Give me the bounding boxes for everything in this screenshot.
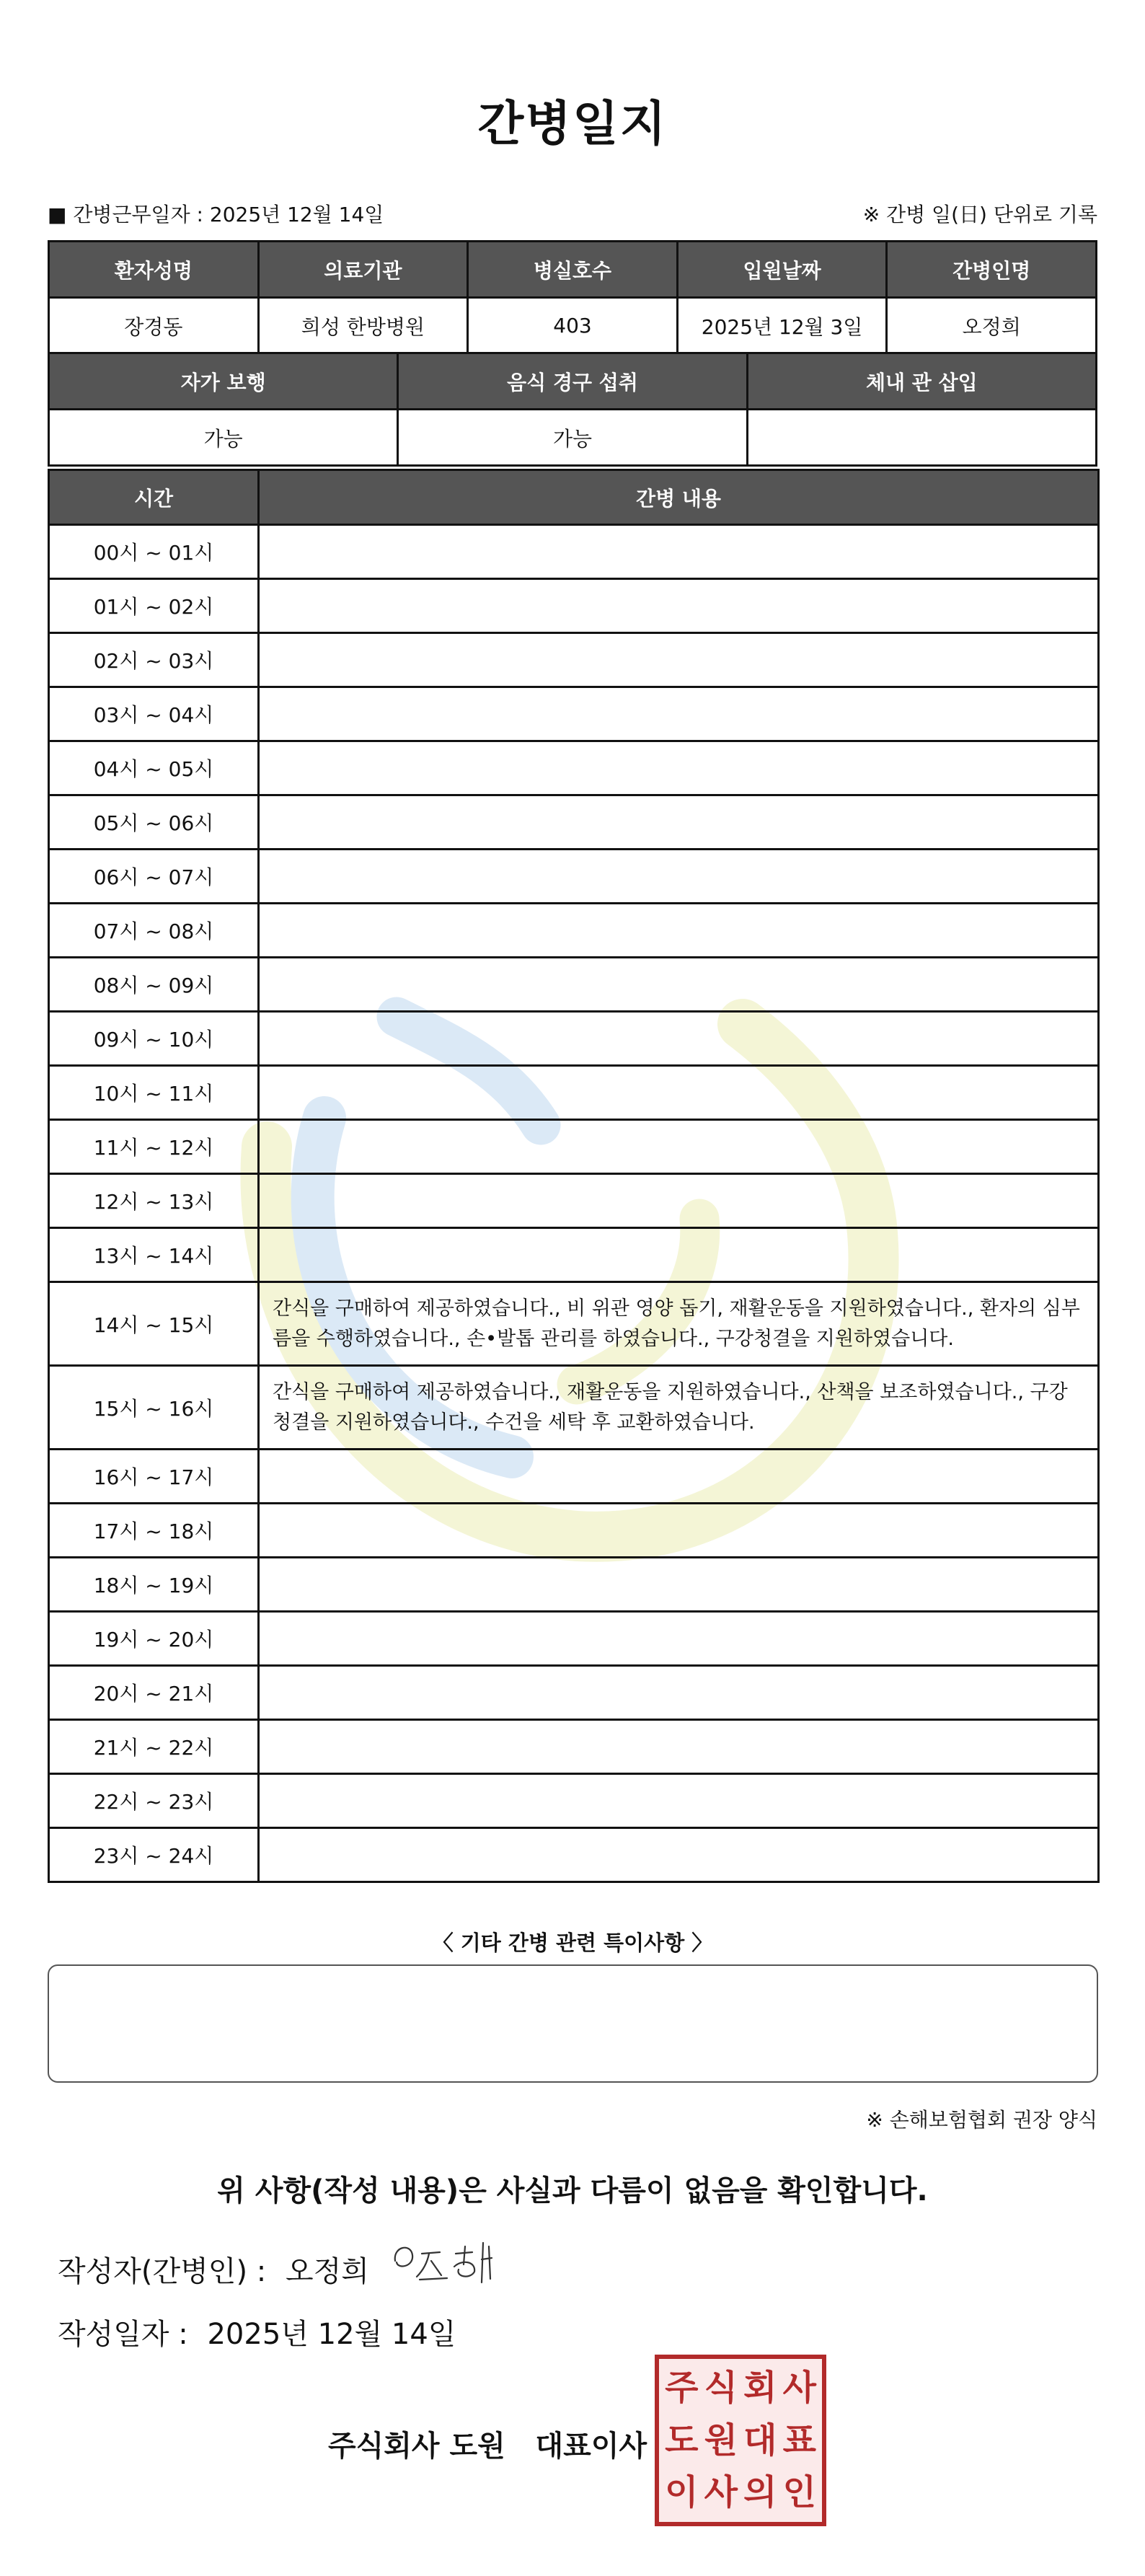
schedule-time: 00시 ~ 01시 bbox=[49, 525, 259, 579]
stamp-char: 회 bbox=[743, 2368, 777, 2408]
self-walking-value: 가능 bbox=[49, 410, 398, 466]
schedule-content bbox=[259, 687, 1099, 741]
stamp-char: 대 bbox=[743, 2420, 777, 2461]
schedule-row bbox=[49, 1720, 1099, 1774]
caregiver-name: 오정희 bbox=[887, 298, 1097, 354]
writer-line bbox=[58, 2249, 369, 2290]
writer-name: 오정희 bbox=[285, 2255, 369, 2288]
schedule-row bbox=[49, 1828, 1099, 1882]
schedule-row bbox=[49, 687, 1099, 741]
schedule-time: 13시 ~ 14시 bbox=[49, 1228, 259, 1282]
stamp-char: 표 bbox=[782, 2420, 816, 2461]
page-title: 간병일지 bbox=[477, 96, 668, 151]
schedule-content bbox=[259, 1228, 1099, 1282]
schedule-row bbox=[49, 1612, 1099, 1666]
schedule-row bbox=[49, 1450, 1099, 1504]
schedule-content bbox=[259, 741, 1099, 795]
schedule-content bbox=[259, 904, 1099, 958]
schedule-row bbox=[49, 904, 1099, 958]
schedule-time: 08시 ~ 09시 bbox=[49, 958, 259, 1012]
schedule-content bbox=[259, 1066, 1099, 1120]
header-oral-intake: 음식 경구 섭취 bbox=[398, 353, 747, 410]
schedule-header-row bbox=[49, 470, 1099, 525]
stamp-char: 의 bbox=[743, 2472, 777, 2513]
oral-intake-value: 가능 bbox=[398, 410, 747, 466]
schedule-row bbox=[49, 1774, 1099, 1828]
schedule-row bbox=[49, 958, 1099, 1012]
schedule-row bbox=[49, 795, 1099, 850]
ability-header-row bbox=[49, 353, 1097, 410]
patient-value-row bbox=[49, 298, 1097, 354]
schedule-time: 22시 ~ 23시 bbox=[49, 1774, 259, 1828]
schedule-content bbox=[259, 1174, 1099, 1228]
schedule-row bbox=[49, 1012, 1099, 1066]
stamp-char: 인 bbox=[782, 2472, 816, 2513]
schedule-time: 03시 ~ 04시 bbox=[49, 687, 259, 741]
writer-label: 작성자(간병인) : bbox=[58, 2255, 267, 2288]
stamp-char: 사 bbox=[782, 2368, 816, 2408]
stamp-char: 도 bbox=[665, 2420, 699, 2461]
work-date: ■ 간병근무일자 : 2025년 12월 14일 bbox=[48, 203, 384, 226]
schedule-time: 07시 ~ 08시 bbox=[49, 904, 259, 958]
schedule-row bbox=[49, 579, 1099, 633]
ability-value-row bbox=[49, 410, 1097, 466]
special-notes-title: 〈 기타 간병 관련 특이사항 〉 bbox=[432, 1931, 713, 1955]
schedule-time: 17시 ~ 18시 bbox=[49, 1504, 259, 1558]
schedule-row bbox=[49, 1504, 1099, 1558]
schedule-content bbox=[259, 1612, 1099, 1666]
schedule-content bbox=[259, 1666, 1099, 1720]
schedule-time: 16시 ~ 17시 bbox=[49, 1450, 259, 1504]
schedule-row bbox=[49, 525, 1099, 579]
write-date-value: 2025년 12월 14일 bbox=[207, 2318, 456, 2351]
schedule-content bbox=[259, 850, 1099, 904]
schedule-time: 05시 ~ 06시 bbox=[49, 795, 259, 850]
schedule-row bbox=[49, 1066, 1099, 1120]
special-notes-box bbox=[48, 1964, 1098, 2083]
admission-date: 2025년 12월 3일 bbox=[677, 298, 887, 354]
header-admission-date: 입원날짜 bbox=[677, 242, 887, 298]
schedule-time: 23시 ~ 24시 bbox=[49, 1828, 259, 1882]
schedule-time: 14시 ~ 15시 bbox=[49, 1282, 259, 1366]
schedule-content bbox=[259, 795, 1099, 850]
tube-insertion-value bbox=[747, 410, 1096, 466]
schedule-content bbox=[259, 1558, 1099, 1612]
schedule-time: 19시 ~ 20시 bbox=[49, 1612, 259, 1666]
patient-info-table bbox=[48, 240, 1097, 355]
schedule-content bbox=[259, 525, 1099, 579]
stamp-char: 식 bbox=[704, 2368, 738, 2408]
schedule-content bbox=[259, 958, 1099, 1012]
stamp-char: 원 bbox=[704, 2420, 738, 2461]
stamp-char: 주 bbox=[665, 2368, 699, 2408]
schedule-time: 06시 ~ 07시 bbox=[49, 850, 259, 904]
schedule-row bbox=[49, 1228, 1099, 1282]
schedule-row bbox=[49, 633, 1099, 687]
schedule-row bbox=[49, 1174, 1099, 1228]
schedule-time: 21시 ~ 22시 bbox=[49, 1720, 259, 1774]
schedule-row bbox=[49, 1366, 1099, 1450]
care-schedule-table bbox=[48, 469, 1100, 1883]
schedule-time: 20시 ~ 21시 bbox=[49, 1666, 259, 1720]
schedule-content bbox=[259, 1012, 1099, 1066]
schedule-row bbox=[49, 1666, 1099, 1720]
schedule-row bbox=[49, 1558, 1099, 1612]
schedule-content bbox=[259, 633, 1099, 687]
company-representative: 주식회사 도원 대표이사 bbox=[328, 2430, 647, 2463]
header-hospital: 의료기관 bbox=[258, 242, 468, 298]
header-time: 시간 bbox=[49, 470, 259, 525]
schedule-time: 12시 ~ 13시 bbox=[49, 1174, 259, 1228]
stamp-char: 이 bbox=[665, 2472, 699, 2513]
hospital-name: 희성 한방병원 bbox=[258, 298, 468, 354]
schedule-time: 15시 ~ 16시 bbox=[49, 1366, 259, 1450]
schedule-content: 간식을 구매하여 제공하였습니다., 재활운동을 지원하였습니다., 산책을 보조하였습니다., 구강청결을 지원하였습니다., 수건을 세탁 후 교환하였습니다. bbox=[259, 1366, 1099, 1450]
header-care-content: 간병 내용 bbox=[259, 470, 1099, 525]
schedule-time: 11시 ~ 12시 bbox=[49, 1120, 259, 1174]
unit-note: ※ 간병 일(日) 단위로 기록 bbox=[862, 203, 1097, 226]
header-room: 병실호수 bbox=[468, 242, 678, 298]
schedule-content bbox=[259, 1450, 1099, 1504]
schedule-time: 09시 ~ 10시 bbox=[49, 1012, 259, 1066]
schedule-time: 18시 ~ 19시 bbox=[49, 1558, 259, 1612]
schedule-content bbox=[259, 579, 1099, 633]
header-self-walking: 자가 보행 bbox=[49, 353, 398, 410]
schedule-content bbox=[259, 1828, 1099, 1882]
schedule-row bbox=[49, 741, 1099, 795]
schedule-content bbox=[259, 1720, 1099, 1774]
schedule-row bbox=[49, 1120, 1099, 1174]
schedule-content bbox=[259, 1504, 1099, 1558]
stamp-char: 사 bbox=[704, 2472, 738, 2513]
header-tube-insertion: 체내 관 삽입 bbox=[747, 353, 1096, 410]
schedule-content bbox=[259, 1774, 1099, 1828]
schedule-row bbox=[49, 850, 1099, 904]
header-caregiver-name: 간병인명 bbox=[887, 242, 1097, 298]
recommend-note: ※ 손해보험협회 권장 양식 bbox=[866, 2108, 1097, 2132]
schedule-time: 01시 ~ 02시 bbox=[49, 579, 259, 633]
schedule-content: 간식을 구매하여 제공하였습니다., 비 위관 영양 돕기, 재활운동을 지원하였습니다., 환자의 심부름을 수행하였습니다., 손•발톱 관리를 하였습니다., 구강청결을 지원하였습니다. bbox=[259, 1282, 1099, 1366]
room-number: 403 bbox=[468, 298, 678, 354]
patient-name: 장경동 bbox=[49, 298, 259, 354]
schedule-time: 10시 ~ 11시 bbox=[49, 1066, 259, 1120]
schedule-time: 04시 ~ 05시 bbox=[49, 741, 259, 795]
schedule-content bbox=[259, 1120, 1099, 1174]
schedule-time: 02시 ~ 03시 bbox=[49, 633, 259, 687]
confirmation-statement: 위 사항(작성 내용)은 사실과 다름이 없음을 확인합니다. bbox=[217, 2174, 928, 2207]
ability-table bbox=[48, 352, 1097, 467]
company-seal-stamp bbox=[655, 2355, 826, 2526]
header-patient-name: 환자성명 bbox=[49, 242, 259, 298]
write-date-label: 작성일자 : bbox=[58, 2318, 188, 2351]
patient-header-row bbox=[49, 242, 1097, 298]
write-date-line bbox=[58, 2311, 456, 2352]
handwritten-signature bbox=[389, 2232, 512, 2290]
schedule-row bbox=[49, 1282, 1099, 1366]
